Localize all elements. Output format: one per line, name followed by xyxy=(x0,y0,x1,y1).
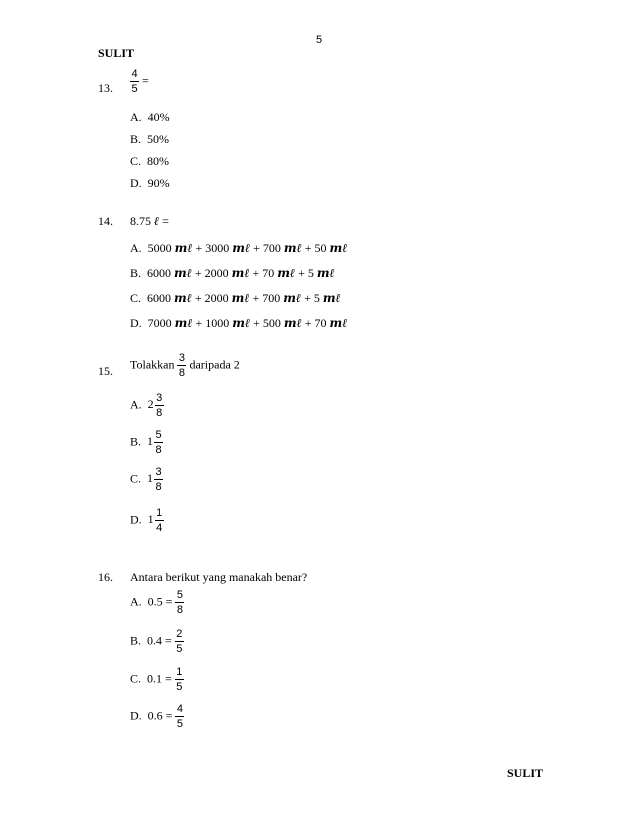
litre-symbol: ℓ xyxy=(154,214,160,228)
q15-option-b[interactable]: B. 1 $\frac{5}{8}$ xyxy=(130,429,162,456)
q13-fraction xyxy=(130,68,139,95)
q14-stem: 8.75 ℓ = xyxy=(130,214,169,228)
q14-option-c[interactable]: C. 6000 mℓ + 2000 mℓ + 700 mℓ + 5 mℓ xyxy=(130,291,341,305)
q13-stem xyxy=(130,68,149,95)
q16-stem: Antara berikut yang manakah benar? xyxy=(130,570,308,584)
q16-number: 16. xyxy=(98,570,113,584)
q16-option-a[interactable]: A. 0.5 = $\frac{5}{8}$ xyxy=(130,589,184,616)
q14-option-a[interactable]: A. 5000 mℓ + 3000 mℓ + 700 mℓ + 50 mℓ xyxy=(130,241,348,255)
q15-option-c[interactable]: C. 1 $\frac{3}{8}$ xyxy=(130,466,162,493)
q16-option-d[interactable]: D. 0.6 = $\frac{4}{5}$ xyxy=(130,703,184,730)
page-number: 5 xyxy=(315,34,323,46)
q16-option-b[interactable]: B. 0.4 = $\frac{2}{5}$ xyxy=(130,628,183,655)
q13-numerator: 4 xyxy=(131,68,138,80)
q13-option-d[interactable]: D. 90% xyxy=(130,176,170,190)
footer-sulit: SULIT xyxy=(507,766,544,780)
q14-option-d[interactable]: D. 7000 mℓ + 1000 mℓ + 500 mℓ + 70 mℓ xyxy=(130,316,348,330)
q16-option-c[interactable]: C. 0.1 = $\frac{1}{5}$ xyxy=(130,666,183,693)
q13-number: 13. xyxy=(98,81,113,95)
q13-option-b[interactable]: B. 50% xyxy=(130,132,170,146)
q15-option-d[interactable]: D. 1 $\frac{1}{4}$ xyxy=(130,507,163,534)
q13-equals: = xyxy=(139,73,149,88)
q14-option-b[interactable]: B. 6000 mℓ + 2000 mℓ + 70 mℓ + 5 mℓ xyxy=(130,266,335,280)
q15-number: 15. xyxy=(98,364,113,378)
header-sulit: SULIT xyxy=(98,46,135,60)
q13-option-a[interactable]: A. 40% xyxy=(130,110,170,124)
q13-option-c[interactable]: C. 80% xyxy=(130,154,170,168)
q15-fraction: $\frac{3}{8}$ xyxy=(178,352,186,379)
q15-stem: Tolakkan $\frac{3}{8}$ daripada 2 xyxy=(130,352,240,379)
q15-option-a[interactable]: A. 2 $\frac{3}{8}$ xyxy=(130,392,163,419)
q13-denominator: 5 xyxy=(131,83,138,95)
q14-number: 14. xyxy=(98,214,113,228)
